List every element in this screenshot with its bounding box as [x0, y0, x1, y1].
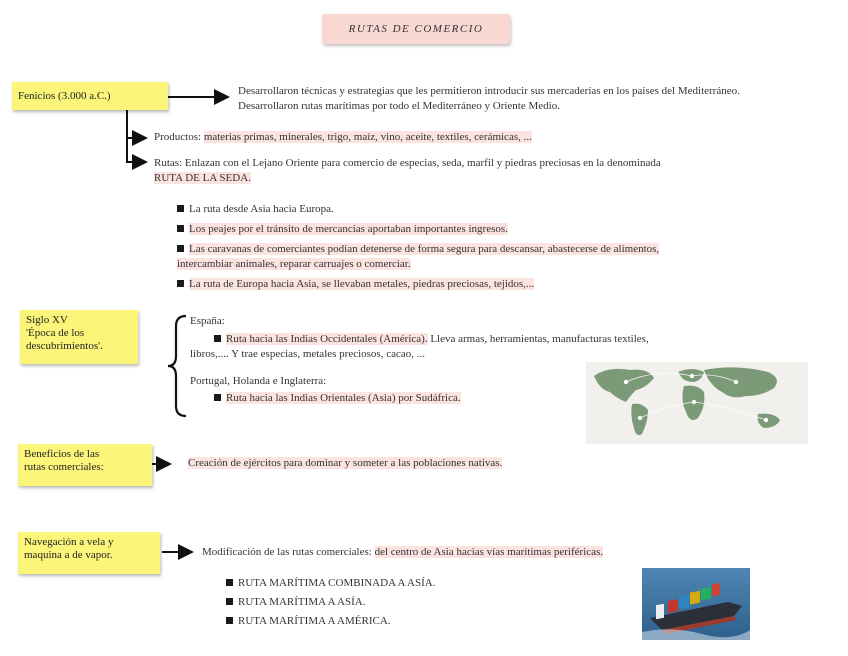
- ruta-de-la-seda: RUTA DE LA SEDA.: [154, 172, 251, 184]
- beneficios-text: [188, 456, 748, 471]
- navegacion-prefix: Modificación de las rutas comerciales:: [202, 546, 375, 558]
- portugal-heading: Portugal, Holanda e Inglaterra:: [190, 375, 327, 387]
- seda-bullet-2: Los peajes por el tránsito de mercancías aportaban importantes ingresos.: [189, 223, 508, 235]
- ruta-combinada: RUTA MARÍTIMA COMBINADA A ASÍA.: [238, 577, 436, 589]
- bullet-icon: [177, 245, 184, 252]
- seda-bullet-3-cont: intercambiar animales, reparar carruajes o comerciar.: [177, 258, 411, 270]
- note-fenicios: [12, 82, 168, 110]
- bullet-icon: [177, 280, 184, 287]
- seda-bullet-3: Las caravanas de comerciantes podían detenerse de forma segura para descansar, abastecerse de alimentos,: [189, 243, 660, 255]
- seda-bullet-4: La ruta de Europa hacia Asia, se llevaban metales, piedras preciosas, tejidos,...: [189, 278, 535, 290]
- brace-siglo: [168, 316, 186, 416]
- fenicios-productos: [154, 130, 754, 145]
- note-siglo-xv: [20, 310, 138, 364]
- ruta-asia: RUTA MARÍTIMA A ASÍA.: [238, 596, 366, 608]
- beneficios-label-1: Beneficios de las: [24, 448, 100, 460]
- ruta-indias-occidentales: Ruta hacia las Indias Occidentales (América).: [226, 333, 428, 345]
- navegacion-label-1: Navegación a vela y: [24, 536, 114, 548]
- siglo-label-1: Siglo XV: [26, 314, 68, 326]
- espana-heading: España:: [190, 315, 225, 327]
- bullet-icon: [177, 225, 184, 232]
- productos-list: materias primas, minerales, trigo, maíz, vino, aceite, textiles, cerámicas, ...: [203, 131, 532, 143]
- portugal-bullet: [214, 391, 614, 406]
- world-map-image: [586, 362, 808, 444]
- seda-bullets: [177, 202, 817, 292]
- espana-lleva: Lleva armas, herramientas, manufacturas textiles,: [427, 333, 649, 345]
- espana-trae: libros,.... Y trae especias, metales preciosos, cacao, ...: [190, 348, 425, 360]
- navegacion-text: [202, 545, 822, 560]
- bullet-icon: [226, 617, 233, 624]
- ruta-america: RUTA MARÍTIMA A AMÉRICA.: [238, 615, 391, 627]
- bullet-icon: [226, 598, 233, 605]
- navegacion-hl: del centro de Asia hacias vías marítimas periféricas.: [374, 546, 604, 558]
- bullet-icon: [226, 579, 233, 586]
- bullet-icon: [214, 335, 221, 342]
- siglo-label-3: descubrimientos'.: [26, 340, 103, 352]
- espana-bullet: [190, 332, 790, 362]
- ruta-indias-orientales: Ruta hacia las Indias Orientales (Asia) por Sudáfrica.: [226, 392, 461, 404]
- bullet-icon: [214, 394, 221, 401]
- siglo-label-2: 'Época de los: [26, 327, 85, 339]
- productos-prefix: Productos:: [154, 131, 204, 143]
- navegacion-label-2: maquina a de vapor.: [24, 549, 113, 561]
- note-fenicios-label: Fenicios (3.000 a.C.): [18, 90, 111, 102]
- seda-bullet-1: La ruta desde Asia hacia Europa.: [189, 203, 334, 215]
- rutas-line-1: Rutas: Enlazan con el Lejano Oriente para comercio de especias, seda, marfil y piedras preciosas en la denominada: [154, 157, 661, 169]
- beneficios-label-2: rutas comerciales:: [24, 461, 104, 473]
- page-title: RUTAS DE COMERCIO: [322, 14, 510, 44]
- fenicios-rutas: [154, 156, 814, 186]
- fenicios-description: Desarrollaron técnicas y estrategias que les permitieron introducir sus mercaderías en los países del Mediterráneo. Desarrollaron rutas marítimas por todo el Mediterráneo y Oriente Medio.: [238, 85, 740, 112]
- navegacion-bullets: [226, 576, 586, 629]
- note-beneficios: [18, 444, 152, 486]
- bullet-icon: [177, 205, 184, 212]
- cargo-ship-image: [642, 568, 750, 640]
- beneficios-text-hl: Creación de ejércitos para dominar y someter a las poblaciones nativas.: [188, 457, 503, 469]
- note-navegacion: [18, 532, 160, 574]
- arrow-fenicios-rutas: [127, 104, 146, 162]
